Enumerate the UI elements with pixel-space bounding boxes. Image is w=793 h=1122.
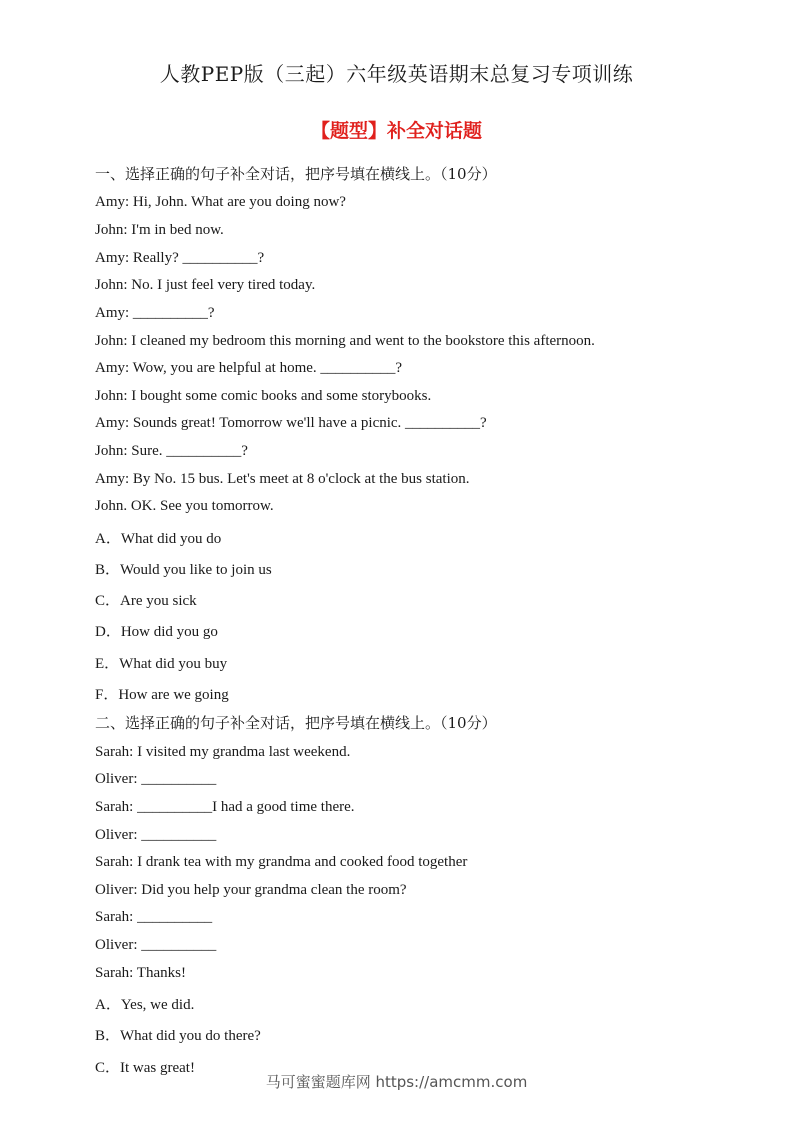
- dialogue-line: Amy: Really? __________?: [95, 250, 265, 266]
- option-c: C．Are you sick: [95, 593, 197, 609]
- option-c: C．It was great!: [95, 1060, 195, 1076]
- dialogue-line: Oliver: __________: [95, 937, 217, 953]
- dialogue-line: Amy: __________?: [95, 305, 215, 321]
- footer-watermark: 马可蜜蜜题库网 https://amcmm.com: [265, 1073, 528, 1091]
- option-b: B．What did you do there?: [95, 1028, 261, 1044]
- option-e: E．What did you buy: [95, 656, 228, 672]
- dialogue-line: Sarah: Thanks!: [95, 965, 186, 981]
- section-2-heading: 二、选择正确的句子补全对话，把序号填在横线上。（10分）: [95, 714, 497, 732]
- option-d: D．How did you go: [95, 624, 218, 640]
- dialogue-line: John: I cleaned my bedroom this morning and went to the bookstore this afternoon.: [95, 333, 595, 349]
- dialogue-line: Amy: Wow, you are helpful at home. __________?: [95, 360, 403, 376]
- dialogue-line: John. OK. See you tomorrow.: [95, 498, 274, 514]
- dialogue-line: Oliver: __________: [95, 771, 217, 787]
- dialogue-line: Sarah: I visited my grandma last weekend.: [95, 744, 351, 760]
- dialogue-line: Oliver: __________: [95, 827, 217, 843]
- dialogue-line: Sarah: I drank tea with my grandma and cooked food together: [95, 854, 468, 870]
- option-a: A．What did you do: [95, 531, 222, 547]
- dialogue-line: John: I'm in bed now.: [95, 222, 224, 238]
- dialogue-line: John: I bought some comic books and some storybooks.: [95, 388, 432, 404]
- dialogue-line: Sarah: __________: [95, 909, 213, 925]
- dialogue-line: John: Sure. __________?: [95, 443, 248, 459]
- dialogue-line: John: No. I just feel very tired today.: [95, 277, 316, 293]
- dialogue-line: Sarah: __________I had a good time there.: [95, 799, 355, 815]
- section-1-heading: 一、选择正确的句子补全对话，把序号填在横线上。（10分）: [95, 165, 497, 183]
- dialogue-line: Amy: By No. 15 bus. Let's meet at 8 o'clock at the bus station.: [95, 471, 470, 487]
- dialogue-line: Amy: Sounds great! Tomorrow we'll have a picnic. __________?: [95, 415, 487, 431]
- option-b: B．Would you like to join us: [95, 562, 272, 578]
- option-a: A．Yes, we did.: [95, 997, 195, 1013]
- question-type-heading: 【题型】补全对话题: [310, 120, 482, 142]
- page-title: 人教PEP版（三起）六年级英语期末总复习专项训练: [159, 62, 634, 86]
- option-f: F．How are we going: [95, 687, 229, 703]
- dialogue-line: Amy: Hi, John. What are you doing now?: [95, 194, 346, 210]
- dialogue-line: Oliver: Did you help your grandma clean the room?: [95, 882, 407, 898]
